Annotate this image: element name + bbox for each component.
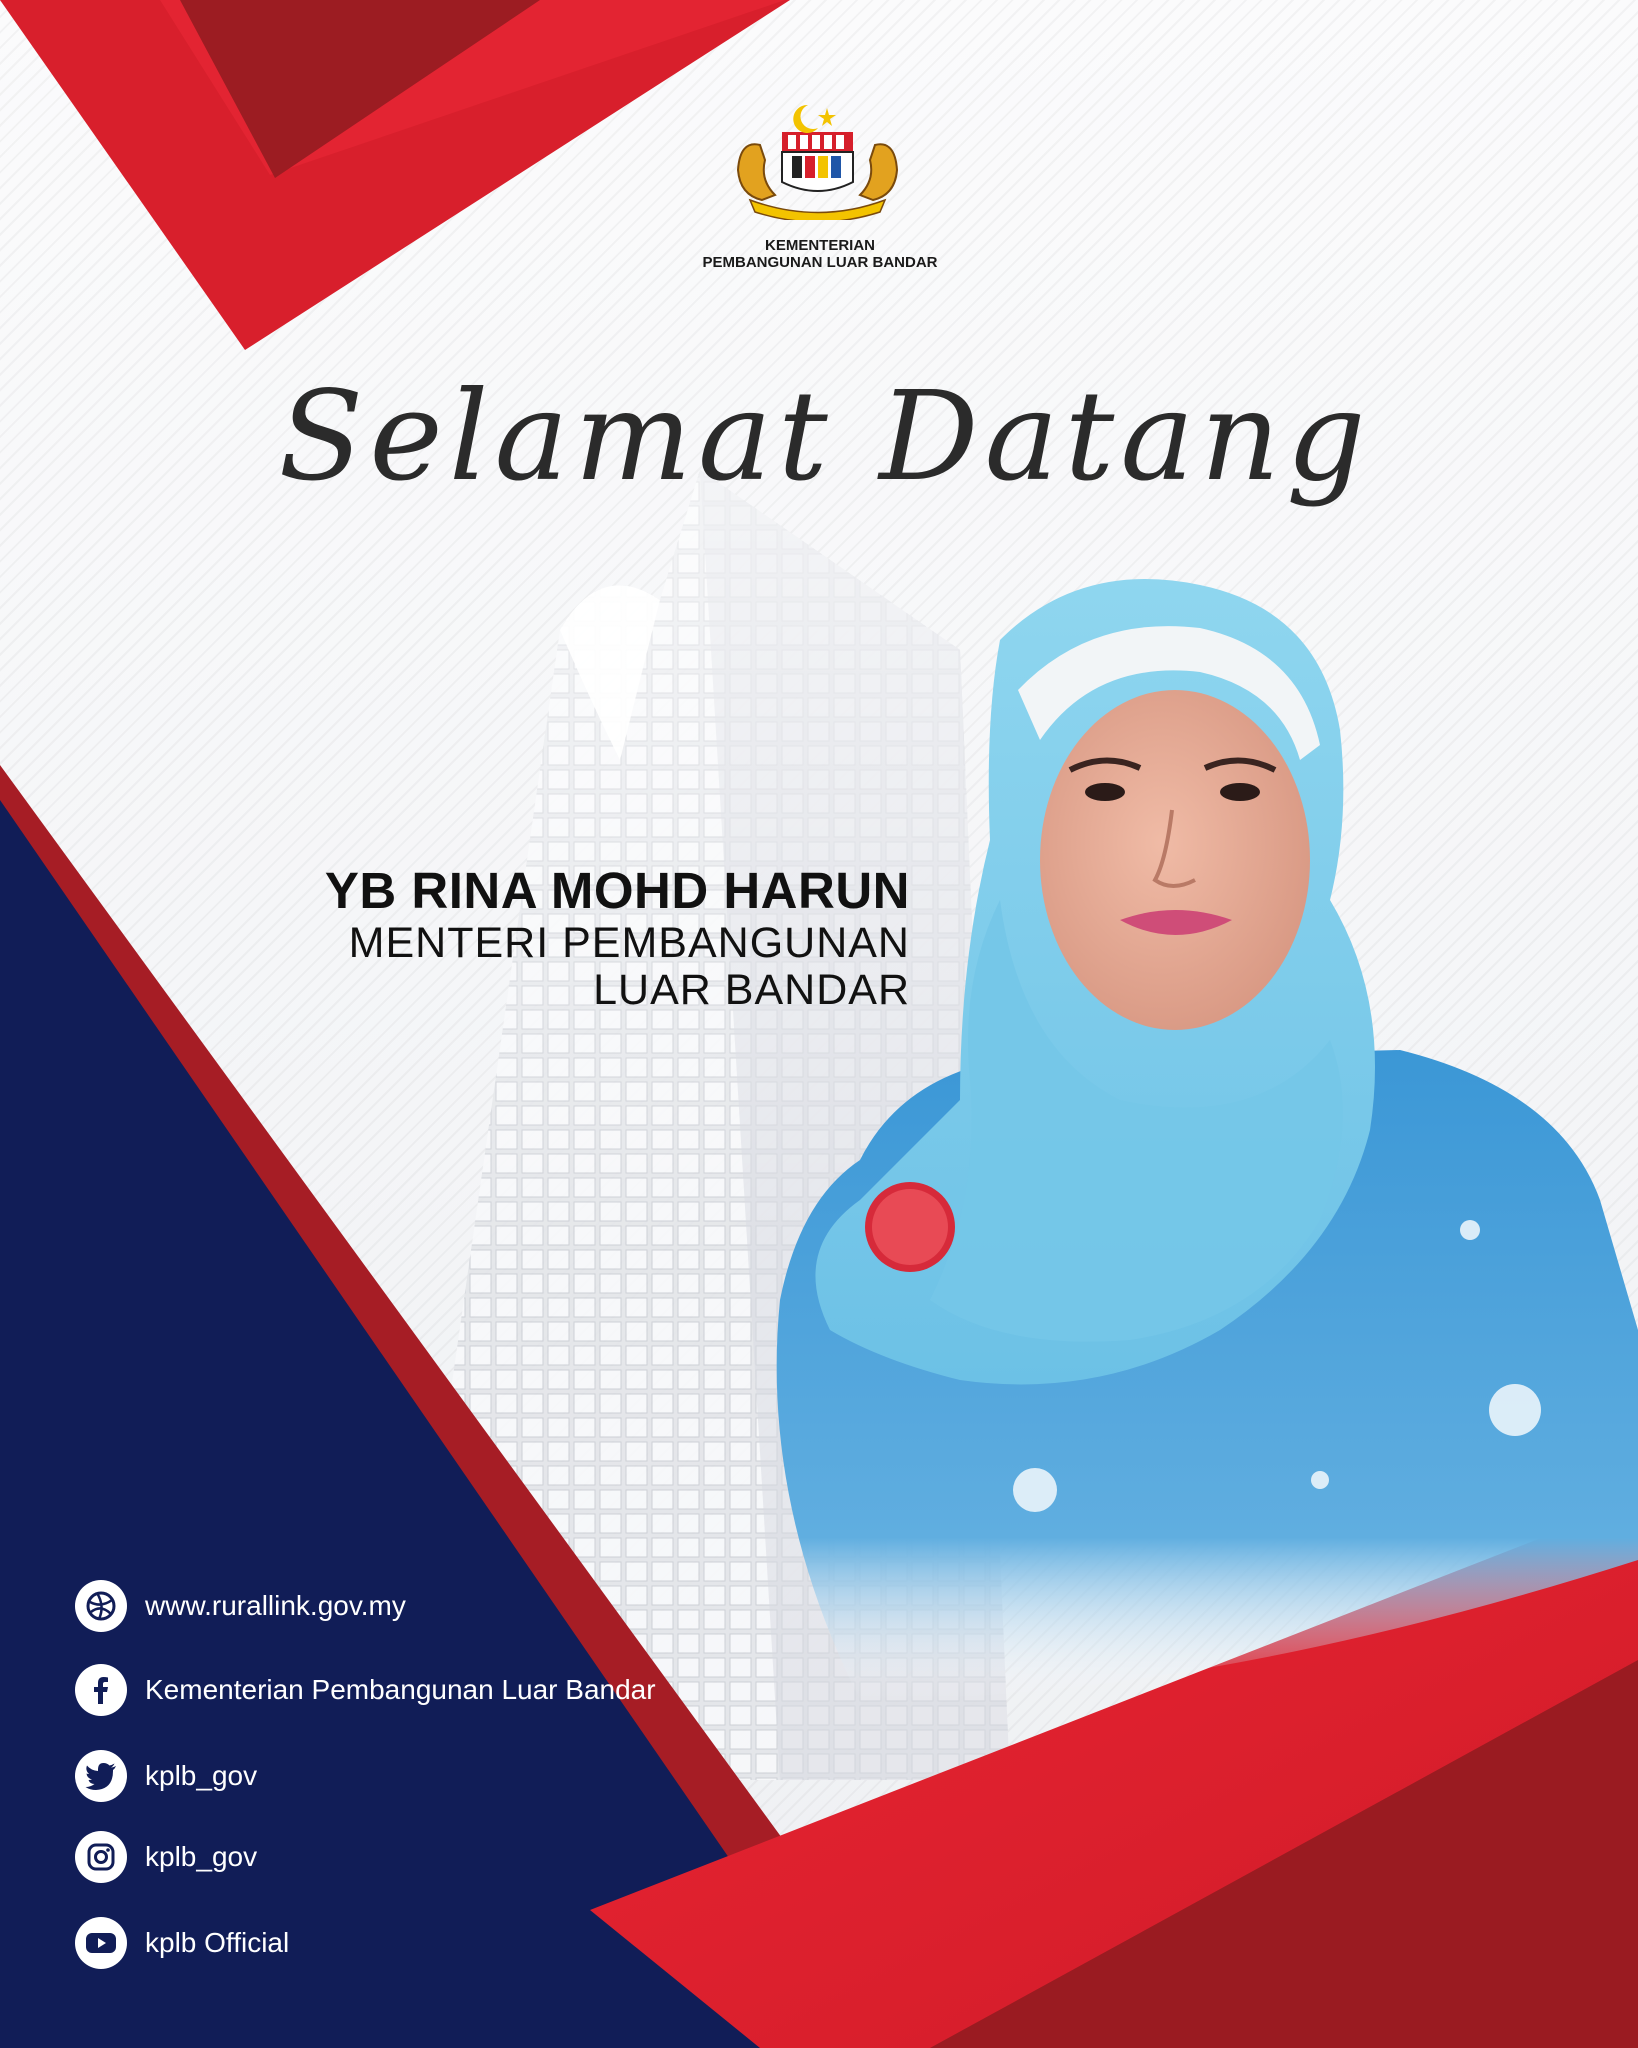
minister-name: YB RINA MOHD HARUN: [324, 862, 910, 919]
instagram-icon: [75, 1831, 127, 1883]
facebook-icon: [75, 1664, 127, 1716]
welcome-heading: Selamat Datang: [278, 365, 1372, 509]
ministry-name: [620, 237, 1020, 271]
ministry-line-2: PEMBANGUNAN LUAR BANDAR: [702, 254, 938, 271]
contact-instagram[interactable]: [75, 1829, 257, 1885]
minister-role-line-1: MENTERI PEMBANGUNAN: [348, 919, 910, 967]
globe-icon: [75, 1580, 127, 1632]
youtube-channel: kplb Official: [145, 1927, 290, 1958]
twitter-icon: [75, 1750, 127, 1802]
coat-of-arms-logo: [730, 100, 905, 220]
contact-website[interactable]: [75, 1578, 406, 1634]
contact-twitter[interactable]: [75, 1748, 257, 1804]
minister-caption: [200, 862, 910, 1014]
minister-role-line-2: LUAR BANDAR: [593, 966, 910, 1014]
youtube-icon: [75, 1917, 127, 1969]
contact-youtube[interactable]: [75, 1915, 289, 1971]
instagram-handle: kplb_gov: [145, 1841, 258, 1872]
twitter-handle: kplb_gov: [145, 1760, 258, 1791]
ministry-line-1: KEMENTERIAN: [764, 237, 875, 254]
facebook-page: Kementerian Pembangunan Luar Bandar: [145, 1674, 656, 1705]
contact-facebook[interactable]: [75, 1662, 656, 1718]
website-url: www.rurallink.gov.my: [145, 1590, 406, 1621]
